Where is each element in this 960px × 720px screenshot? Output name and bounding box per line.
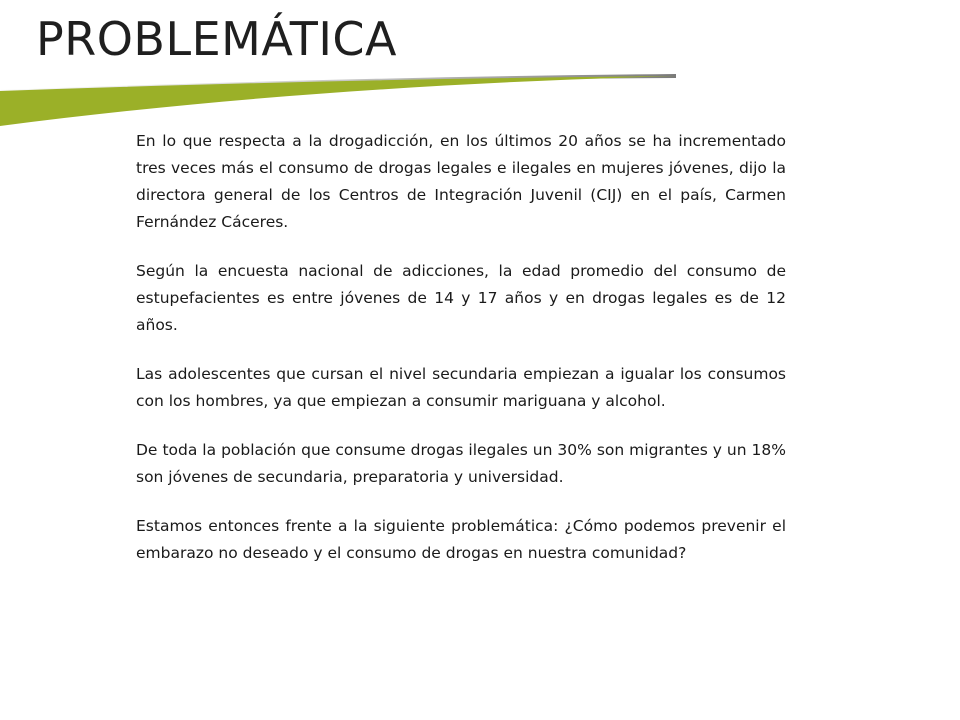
paragraph-drug-increase: En lo que respecta a la drogadicción, en los últimos 20 años se ha incrementado tres veces más el consumo de drogas legales e ilegales en mujeres jóvenes, dijo la directora general de los Centros de Integración Juvenil (CIJ) en el país, Carmen Fernández Cáceres. [136, 132, 786, 231]
paragraph-survey-age: Según la encuesta nacional de adicciones, la edad promedio del consumo de estupefacientes es entre jóvenes de 14 y 17 años y en drogas legales es de 12 años. [136, 262, 786, 334]
slide-title: PROBLEMÁTICA [36, 12, 397, 66]
paragraph-question: Estamos entonces frente a la siguiente problemática: ¿Cómo podemos prevenir el embarazo no deseado y el consumo de drogas en nuestra comunidad? [136, 517, 786, 562]
body-text [136, 128, 786, 708]
paragraph-adolescents: Las adolescentes que cursan el nivel secundaria empiezan a igualar los consumos con los hombres, ya que empiezan a consumir mariguana y alcohol. [136, 365, 786, 410]
title-swoosh-decoration [0, 70, 680, 128]
paragraph-population: De toda la población que consume drogas ilegales un 30% son migrantes y un 18% son jóvenes de secundaria, preparatoria y universidad. [136, 441, 786, 486]
